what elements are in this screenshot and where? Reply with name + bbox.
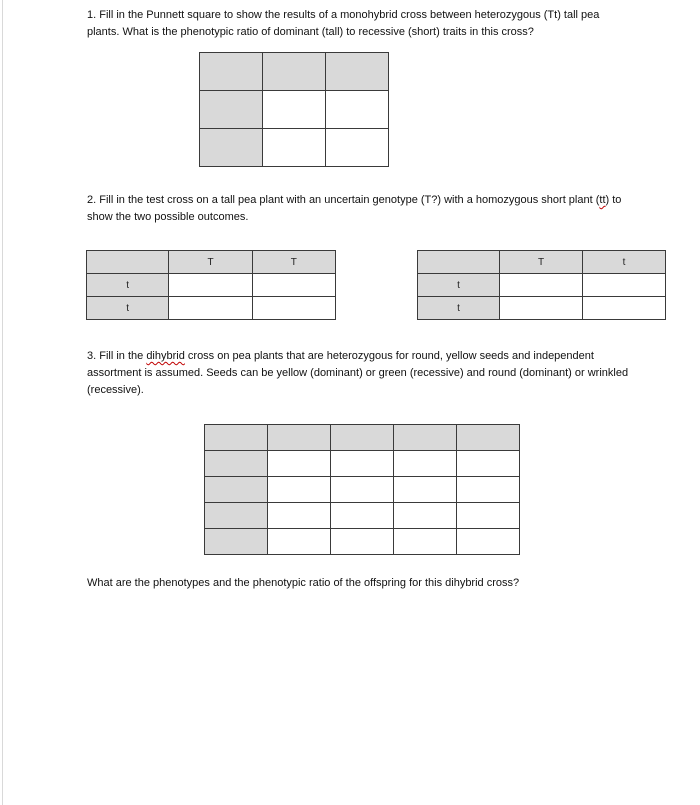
question-3-part-a: 3. Fill in the bbox=[87, 350, 147, 362]
table-row bbox=[418, 251, 666, 274]
row-header-cell: t bbox=[418, 297, 500, 320]
table-row bbox=[87, 251, 336, 274]
question-2-part-b: ) to show the two possible outcomes. bbox=[87, 194, 622, 223]
punnett-cell[interactable] bbox=[331, 451, 394, 477]
spellcheck-flagged-word[interactable]: dihybrid bbox=[146, 350, 185, 362]
question-3-part-b: cross on pea plants that are heterozygous for round, yellow seeds and independent assortment is assumed. Seeds can be yellow (dominant) or green (recessive) and round (dominant) or wrinkled (recessive). bbox=[87, 350, 629, 396]
punnett-cell[interactable] bbox=[263, 91, 326, 129]
punnett-cell[interactable] bbox=[169, 297, 252, 320]
punnett-cell[interactable] bbox=[394, 477, 457, 503]
punnett-cell[interactable] bbox=[457, 451, 520, 477]
table-row bbox=[205, 451, 520, 477]
test-cross-table-homozygous bbox=[86, 250, 336, 320]
header-cell bbox=[331, 425, 394, 451]
punnett-cell[interactable] bbox=[268, 451, 331, 477]
row-header-cell: t bbox=[87, 274, 169, 297]
row-header-cell bbox=[200, 91, 263, 129]
punnett-cell[interactable] bbox=[268, 503, 331, 529]
question-4-text bbox=[87, 575, 647, 592]
table-row bbox=[418, 274, 666, 297]
monohybrid-punnett-square bbox=[199, 52, 389, 167]
table-row bbox=[200, 53, 389, 91]
header-cell bbox=[263, 53, 326, 91]
table-row bbox=[205, 425, 520, 451]
row-header-cell bbox=[205, 451, 268, 477]
punnett-cell[interactable] bbox=[500, 274, 583, 297]
punnett-cell[interactable] bbox=[394, 503, 457, 529]
punnett-cell[interactable] bbox=[263, 129, 326, 167]
punnett-cell[interactable] bbox=[500, 297, 583, 320]
punnett-cell[interactable] bbox=[252, 297, 335, 320]
row-header-cell: t bbox=[418, 274, 500, 297]
punnett-cell[interactable] bbox=[457, 529, 520, 555]
corner-cell bbox=[418, 251, 500, 274]
question-3-text bbox=[87, 348, 647, 399]
question-2-text bbox=[87, 192, 647, 226]
corner-cell bbox=[87, 251, 169, 274]
header-cell: T bbox=[252, 251, 335, 274]
punnett-cell[interactable] bbox=[326, 129, 389, 167]
table-row bbox=[200, 129, 389, 167]
row-header-cell bbox=[205, 477, 268, 503]
punnett-cell[interactable] bbox=[331, 477, 394, 503]
question-2-part-a: 2. Fill in the test cross on a tall pea plant with an uncertain genotype (T?) with a homozygous short plant ( bbox=[87, 194, 600, 206]
punnett-cell[interactable] bbox=[331, 529, 394, 555]
header-cell bbox=[394, 425, 457, 451]
table-row bbox=[205, 529, 520, 555]
punnett-cell[interactable] bbox=[331, 503, 394, 529]
punnett-cell[interactable] bbox=[394, 529, 457, 555]
corner-cell bbox=[205, 425, 268, 451]
question-4-body: What are the phenotypes and the phenotypic ratio of the offspring for this dihybrid cross? bbox=[87, 577, 520, 589]
punnett-cell[interactable] bbox=[457, 503, 520, 529]
table-row bbox=[87, 297, 336, 320]
header-cell bbox=[457, 425, 520, 451]
table-row bbox=[418, 297, 666, 320]
row-header-cell bbox=[205, 529, 268, 555]
page-left-edge bbox=[2, 0, 3, 805]
punnett-cell[interactable] bbox=[252, 274, 335, 297]
spellcheck-flagged-word[interactable]: tt bbox=[599, 194, 606, 206]
punnett-cell[interactable] bbox=[394, 451, 457, 477]
punnett-cell[interactable] bbox=[268, 529, 331, 555]
dihybrid-punnett-square bbox=[204, 424, 520, 555]
question-1-text bbox=[87, 7, 627, 41]
row-header-cell bbox=[200, 129, 263, 167]
table-row bbox=[205, 503, 520, 529]
punnett-cell[interactable] bbox=[583, 297, 666, 320]
header-cell: T bbox=[500, 251, 583, 274]
punnett-cell[interactable] bbox=[268, 477, 331, 503]
row-header-cell bbox=[205, 503, 268, 529]
punnett-cell[interactable] bbox=[583, 274, 666, 297]
punnett-cell[interactable] bbox=[326, 91, 389, 129]
punnett-cell[interactable] bbox=[457, 477, 520, 503]
header-cell bbox=[268, 425, 331, 451]
table-row bbox=[200, 91, 389, 129]
table-row bbox=[205, 477, 520, 503]
punnett-cell[interactable] bbox=[169, 274, 252, 297]
corner-cell bbox=[200, 53, 263, 91]
table-row bbox=[87, 274, 336, 297]
header-cell: t bbox=[583, 251, 666, 274]
test-cross-table-heterozygous bbox=[417, 250, 666, 320]
header-cell: T bbox=[169, 251, 252, 274]
header-cell bbox=[326, 53, 389, 91]
question-1-body: 1. Fill in the Punnett square to show the results of a monohybrid cross between heterozygous (Tt) tall pea plants. What is the phenotypic ratio of dominant (tall) to recessive (short) traits in this cross? bbox=[87, 9, 600, 38]
row-header-cell: t bbox=[87, 297, 169, 320]
